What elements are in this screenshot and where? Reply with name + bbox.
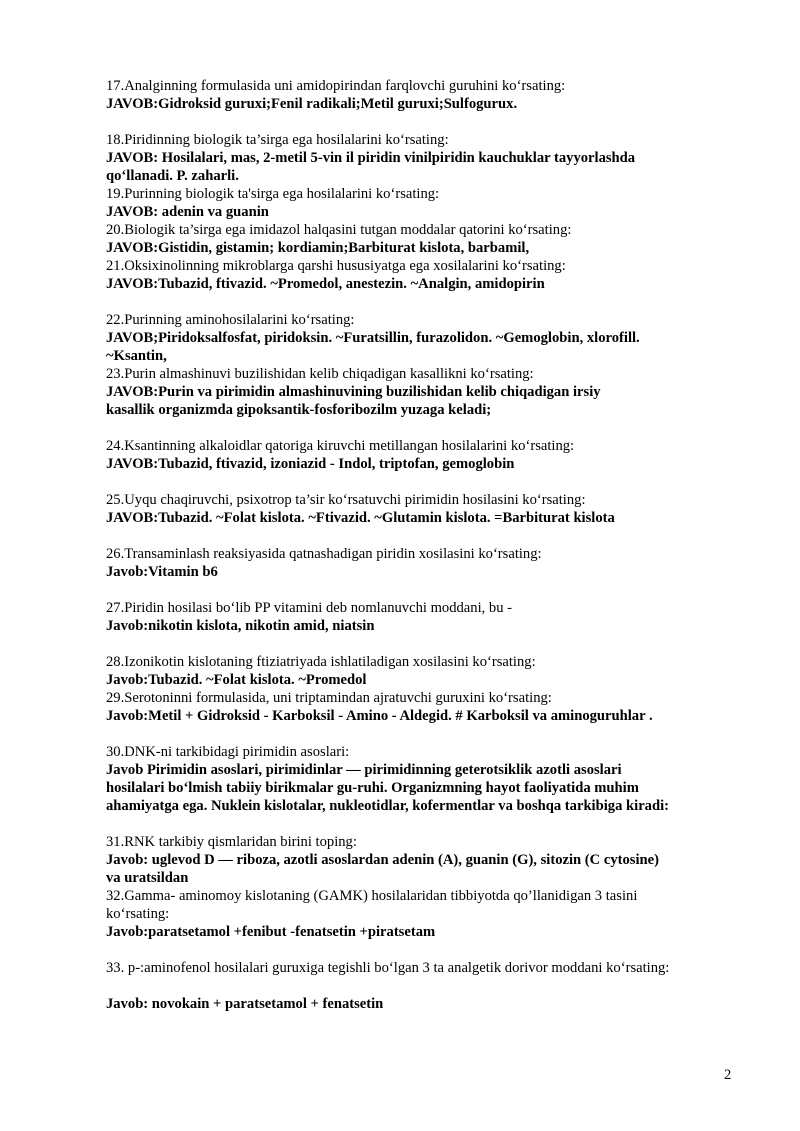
paragraph-gap xyxy=(106,527,746,545)
answer-line: JAVOB:Gidroksid guruxi;Fenil radikali;Metil guruxi;Sulfogurux. xyxy=(106,96,518,112)
paragraph-gap xyxy=(106,581,746,599)
qa-item xyxy=(106,689,746,725)
qa-item xyxy=(106,257,746,293)
qa-item xyxy=(106,599,746,635)
answer-line: Javob:Vitamin b6 xyxy=(106,564,218,580)
qa-item xyxy=(106,545,746,581)
qa-item xyxy=(106,959,746,1013)
answer-line: JAVOB: adenin va guanin xyxy=(106,204,269,220)
question-line: 18.Piridinning biologik ta’sirga ega hosilalarini ko‘rsating: xyxy=(106,132,449,148)
paragraph-gap xyxy=(106,815,746,833)
paragraph-gap xyxy=(106,635,746,653)
paragraph-gap xyxy=(106,725,746,743)
answer-line: Javob:Tubazid. ~Folat kislota. ~Promedol xyxy=(106,672,367,688)
paragraph-gap xyxy=(106,473,746,491)
qa-item xyxy=(106,653,746,689)
question-line: 32.Gamma- aminomoy kislotaning (GAMK) hosilalaridan tibbiyotda qo’llanidigan 3 tasini xyxy=(106,888,638,904)
answer-line: Javob:paratsetamol +fenibut -fenatsetin +piratsetam xyxy=(106,924,436,940)
paragraph-gap xyxy=(106,293,746,311)
qa-item xyxy=(106,437,746,473)
qa-item xyxy=(106,491,746,527)
question-line: 28.Izonikotin kislotaning ftiziatriyada ishlatiladigan xosilasini ko‘rsating: xyxy=(106,654,536,670)
answer-line: JAVOB:Tubazid, ftivazid. ~Promedol, anestezin. ~Analgin, amidopirin xyxy=(106,276,545,292)
answer-line: JAVOB:Tubazid, ftivazid, izoniazid - Indol, triptofan, gemoglobin xyxy=(106,456,515,472)
answer-line: ahamiyatga ega. Nuklein kislotalar, nukleotidlar, kofermentlar va boshqa tarkibiga kiradi: xyxy=(106,798,670,814)
answer-line: hosilalari bo‘lmish tabiiy birikmalar gu-ruhi. Organizmning hayot faoliyatida muhim xyxy=(106,780,639,796)
question-line: 25.Uyqu chaqiruvchi, psixotrop ta’sir ko‘rsatuvchi pirimidin hosilasini ko‘rsating: xyxy=(106,492,586,508)
question-line: 24.Ksantinning alkaloidlar qatoriga kiruvchi metillangan hosilalarini ko‘rsating: xyxy=(106,438,575,454)
question-line: ko‘rsating: xyxy=(106,906,170,922)
answer-line: Javob: uglevod D — riboza, azotli asoslardan adenin (A), guanin (G), sitozin (C cytosine) xyxy=(106,852,659,868)
question-line: 17.Analginning formulasida uni amidopirindan farqlovchi guruhini ko‘rsating: xyxy=(106,78,566,94)
qa-item xyxy=(106,743,746,815)
paragraph-gap xyxy=(106,419,746,437)
qa-item xyxy=(106,221,746,257)
qa-item xyxy=(106,131,746,185)
page-number: 2 xyxy=(724,1067,732,1083)
answer-line: kasallik organizmda gipoksantik-fosforibozilm yuzaga keladi; xyxy=(106,402,492,418)
answer-line: ~Ksantin, xyxy=(106,348,167,364)
qa-item xyxy=(106,833,746,887)
question-line: 26.Transaminlash reaksiyasida qatnashadigan piridin xosilasini ko‘rsating: xyxy=(106,546,542,562)
qa-item xyxy=(106,185,746,221)
question-line: 20.Biologik ta’sirga ega imidazol halqasini tutgan moddalar qatorini ko‘rsating: xyxy=(106,222,572,238)
qa-item xyxy=(106,365,746,419)
question-line: 21.Oksixinolinning mikroblarga qarshi hususiyatga ega xosilalarini ko‘rsating: xyxy=(106,258,566,274)
question-line: 23.Purin almashinuvi buzilishidan kelib chiqadigan kasallikni ko‘rsating: xyxy=(106,366,534,382)
qa-item xyxy=(106,77,746,113)
question-line: 22.Purinning aminohosilalarini ko‘rsating: xyxy=(106,312,355,328)
question-line: 27.Piridin hosilasi bo‘lib PP vitamini deb nomlanuvchi moddani, bu - xyxy=(106,600,513,616)
answer-line: Javob:nikotin kislota, nikotin amid, niatsin xyxy=(106,618,375,634)
answer-line: JAVOB:Tubazid. ~Folat kislota. ~Ftivazid. ~Glutamin kislota. =Barbiturat kislota xyxy=(106,510,615,526)
answer-line: Javob:Metil + Gidroksid - Karboksil - Amino - Aldegid. # Karboksil va aminoguruhlar . xyxy=(106,708,653,724)
question-line: 33. p-:aminofenol hosilalari guruxiga tegishli bo‘lgan 3 ta analgetik dorivor moddani ko‘rsating: xyxy=(106,960,670,976)
question-line: 19.Purinning biologik ta'sirga ega hosilalarini ko‘rsating: xyxy=(106,186,440,202)
question-line: 29.Serotoninni formulasida, uni triptamindan ajratuvchi guruxini ko‘rsating: xyxy=(106,690,552,706)
answer-line: JAVOB: Hosilalari, mas, 2-metil 5-vin il piridin vinilpiridin kauchuklar tayyorlashda xyxy=(106,150,636,166)
qa-item xyxy=(106,311,746,365)
answer-line: qo‘llanadi. P. zaharli. xyxy=(106,168,239,184)
paragraph-gap xyxy=(106,941,746,959)
question-line: 31.RNK tarkibiy qismlaridan birini toping: xyxy=(106,834,357,850)
question-line: 30.DNK-ni tarkibidagi pirimidin asoslari: xyxy=(106,744,350,760)
answer-line: JAVOB:Purin va pirimidin almashinuvining buzilishidan kelib chiqadigan irsiy xyxy=(106,384,601,400)
paragraph-gap xyxy=(106,113,746,131)
qa-item xyxy=(106,887,746,941)
document-body xyxy=(106,77,746,1013)
answer-line xyxy=(106,977,746,995)
answer-line: Javob: novokain + paratsetamol + fenatsetin xyxy=(106,996,384,1012)
answer-line: JAVOB:Gistidin, gistamin; kordiamin;Barbiturat kislota, barbamil, xyxy=(106,240,530,256)
answer-line: va uratsildan xyxy=(106,870,189,886)
answer-line: JAVOB;Piridoksalfosfat, piridoksin. ~Furatsillin, furazolidon. ~Gemoglobin, xlorofill. xyxy=(106,330,640,346)
answer-line: Javob Pirimidin asoslari, pirimidinlar — pirimidinning geterotsiklik azotli asoslari xyxy=(106,762,622,778)
